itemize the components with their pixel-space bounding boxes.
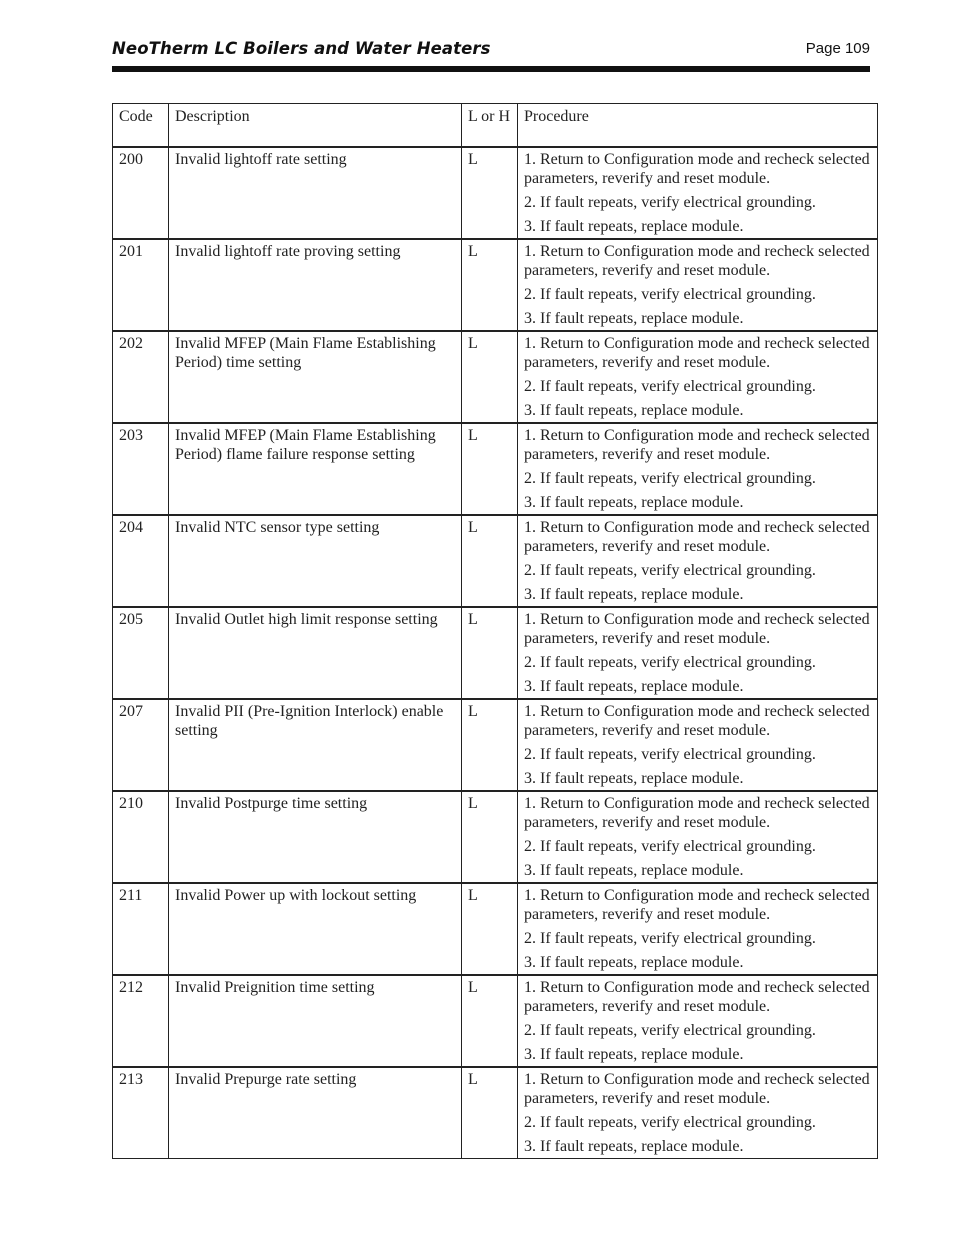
table-row xyxy=(113,1067,878,1159)
description-cell: Invalid NTC sensor type setting xyxy=(169,515,462,607)
procedure-step: 2. If fault repeats, verify electrical grounding. xyxy=(524,561,816,579)
procedure-step: 1. Return to Configuration mode and recheck selected parameters, reverify and reset module. xyxy=(524,978,870,1015)
table-row xyxy=(113,515,878,607)
table-row xyxy=(113,607,878,699)
lh-cell: L xyxy=(462,147,518,239)
procedure-step: 3. If fault repeats, replace module. xyxy=(524,953,744,971)
procedure-step: 1. Return to Configuration mode and recheck selected parameters, reverify and reset module. xyxy=(524,610,870,647)
procedure-cell xyxy=(518,975,878,1067)
procedure-cell xyxy=(518,239,878,331)
table-row xyxy=(113,975,878,1067)
code-cell: 213 xyxy=(113,1067,169,1159)
fault-code-table xyxy=(112,103,878,1159)
procedure-step: 3. If fault repeats, replace module. xyxy=(524,401,744,419)
description-cell: Invalid MFEP (Main Flame Establishing Period) flame failure response setting xyxy=(169,423,462,515)
procedure-cell xyxy=(518,331,878,423)
lh-cell: L xyxy=(462,239,518,331)
procedure-step: 3. If fault repeats, replace module. xyxy=(524,769,744,787)
table-row xyxy=(113,883,878,975)
procedure-step: 1. Return to Configuration mode and recheck selected parameters, reverify and reset module. xyxy=(524,150,870,187)
description-cell: Invalid MFEP (Main Flame Establishing Period) time setting xyxy=(169,331,462,423)
procedure-step: 2. If fault repeats, verify electrical grounding. xyxy=(524,653,816,671)
procedure-cell xyxy=(518,147,878,239)
table-header-row xyxy=(113,104,878,147)
lh-cell: L xyxy=(462,423,518,515)
column-header-code: Code xyxy=(113,104,169,147)
table-row xyxy=(113,239,878,331)
procedure-step: 3. If fault repeats, replace module. xyxy=(524,585,744,603)
procedure-step: 3. If fault repeats, replace module. xyxy=(524,493,744,511)
description-cell: Invalid Prepurge rate setting xyxy=(169,1067,462,1159)
table-row xyxy=(113,147,878,239)
procedure-step: 2. If fault repeats, verify electrical grounding. xyxy=(524,929,816,947)
page-number: Page 109 xyxy=(805,40,870,57)
description-cell: Invalid Preignition time setting xyxy=(169,975,462,1067)
lh-cell: L xyxy=(462,883,518,975)
code-cell: 210 xyxy=(113,791,169,883)
procedure-cell xyxy=(518,423,878,515)
procedure-step: 1. Return to Configuration mode and recheck selected parameters, reverify and reset module. xyxy=(524,242,870,279)
code-cell: 207 xyxy=(113,699,169,791)
procedure-step: 3. If fault repeats, replace module. xyxy=(524,309,744,327)
procedure-step: 1. Return to Configuration mode and recheck selected parameters, reverify and reset module. xyxy=(524,1070,870,1107)
procedure-step: 1. Return to Configuration mode and recheck selected parameters, reverify and reset module. xyxy=(524,426,870,463)
lh-cell: L xyxy=(462,1067,518,1159)
table-row xyxy=(113,791,878,883)
code-cell: 211 xyxy=(113,883,169,975)
procedure-cell xyxy=(518,1067,878,1159)
procedure-step: 2. If fault repeats, verify electrical grounding. xyxy=(524,1113,816,1131)
lh-cell: L xyxy=(462,331,518,423)
description-cell: Invalid Postpurge time setting xyxy=(169,791,462,883)
description-cell: Invalid PII (Pre-Ignition Interlock) enable setting xyxy=(169,699,462,791)
procedure-step: 2. If fault repeats, verify electrical grounding. xyxy=(524,1021,816,1039)
procedure-step: 1. Return to Configuration mode and recheck selected parameters, reverify and reset module. xyxy=(524,794,870,831)
lh-cell: L xyxy=(462,607,518,699)
procedure-step: 1. Return to Configuration mode and recheck selected parameters, reverify and reset module. xyxy=(524,334,870,371)
procedure-step: 3. If fault repeats, replace module. xyxy=(524,1137,744,1155)
procedure-step: 2. If fault repeats, verify electrical grounding. xyxy=(524,193,816,211)
table-row xyxy=(113,423,878,515)
code-cell: 204 xyxy=(113,515,169,607)
column-header-l-or-h: L or H xyxy=(462,104,518,147)
procedure-step: 3. If fault repeats, replace module. xyxy=(524,861,744,879)
code-cell: 201 xyxy=(113,239,169,331)
procedure-cell xyxy=(518,515,878,607)
code-cell: 202 xyxy=(113,331,169,423)
code-cell: 212 xyxy=(113,975,169,1067)
lh-cell: L xyxy=(462,791,518,883)
lh-cell: L xyxy=(462,975,518,1067)
procedure-cell xyxy=(518,607,878,699)
table-body xyxy=(113,147,878,1159)
document-title: NeoTherm LC Boilers and Water Heaters xyxy=(112,39,491,58)
procedure-step: 2. If fault repeats, verify electrical grounding. xyxy=(524,285,816,303)
procedure-step: 1. Return to Configuration mode and recheck selected parameters, reverify and reset module. xyxy=(524,702,870,739)
table-header xyxy=(113,104,878,147)
code-cell: 203 xyxy=(113,423,169,515)
procedure-step: 3. If fault repeats, replace module. xyxy=(524,217,744,235)
lh-cell: L xyxy=(462,699,518,791)
column-header-description: Description xyxy=(169,104,462,147)
procedure-step: 2. If fault repeats, verify electrical grounding. xyxy=(524,469,816,487)
procedure-step: 2. If fault repeats, verify electrical grounding. xyxy=(524,745,816,763)
table-row xyxy=(113,331,878,423)
procedure-cell xyxy=(518,791,878,883)
procedure-step: 2. If fault repeats, verify electrical grounding. xyxy=(524,377,816,395)
column-header-procedure: Procedure xyxy=(518,104,878,147)
page-header xyxy=(112,38,870,72)
procedure-step: 3. If fault repeats, replace module. xyxy=(524,677,744,695)
description-cell: Invalid Power up with lockout setting xyxy=(169,883,462,975)
procedure-step: 2. If fault repeats, verify electrical grounding. xyxy=(524,837,816,855)
procedure-step: 1. Return to Configuration mode and recheck selected parameters, reverify and reset module. xyxy=(524,518,870,555)
code-cell: 205 xyxy=(113,607,169,699)
procedure-cell xyxy=(518,883,878,975)
description-cell: Invalid Outlet high limit response setting xyxy=(169,607,462,699)
header-divider xyxy=(112,66,870,72)
description-cell: Invalid lightoff rate setting xyxy=(169,147,462,239)
table-row xyxy=(113,699,878,791)
procedure-cell xyxy=(518,699,878,791)
description-cell: Invalid lightoff rate proving setting xyxy=(169,239,462,331)
procedure-step: 1. Return to Configuration mode and recheck selected parameters, reverify and reset module. xyxy=(524,886,870,923)
lh-cell: L xyxy=(462,515,518,607)
procedure-step: 3. If fault repeats, replace module. xyxy=(524,1045,744,1063)
code-cell: 200 xyxy=(113,147,169,239)
